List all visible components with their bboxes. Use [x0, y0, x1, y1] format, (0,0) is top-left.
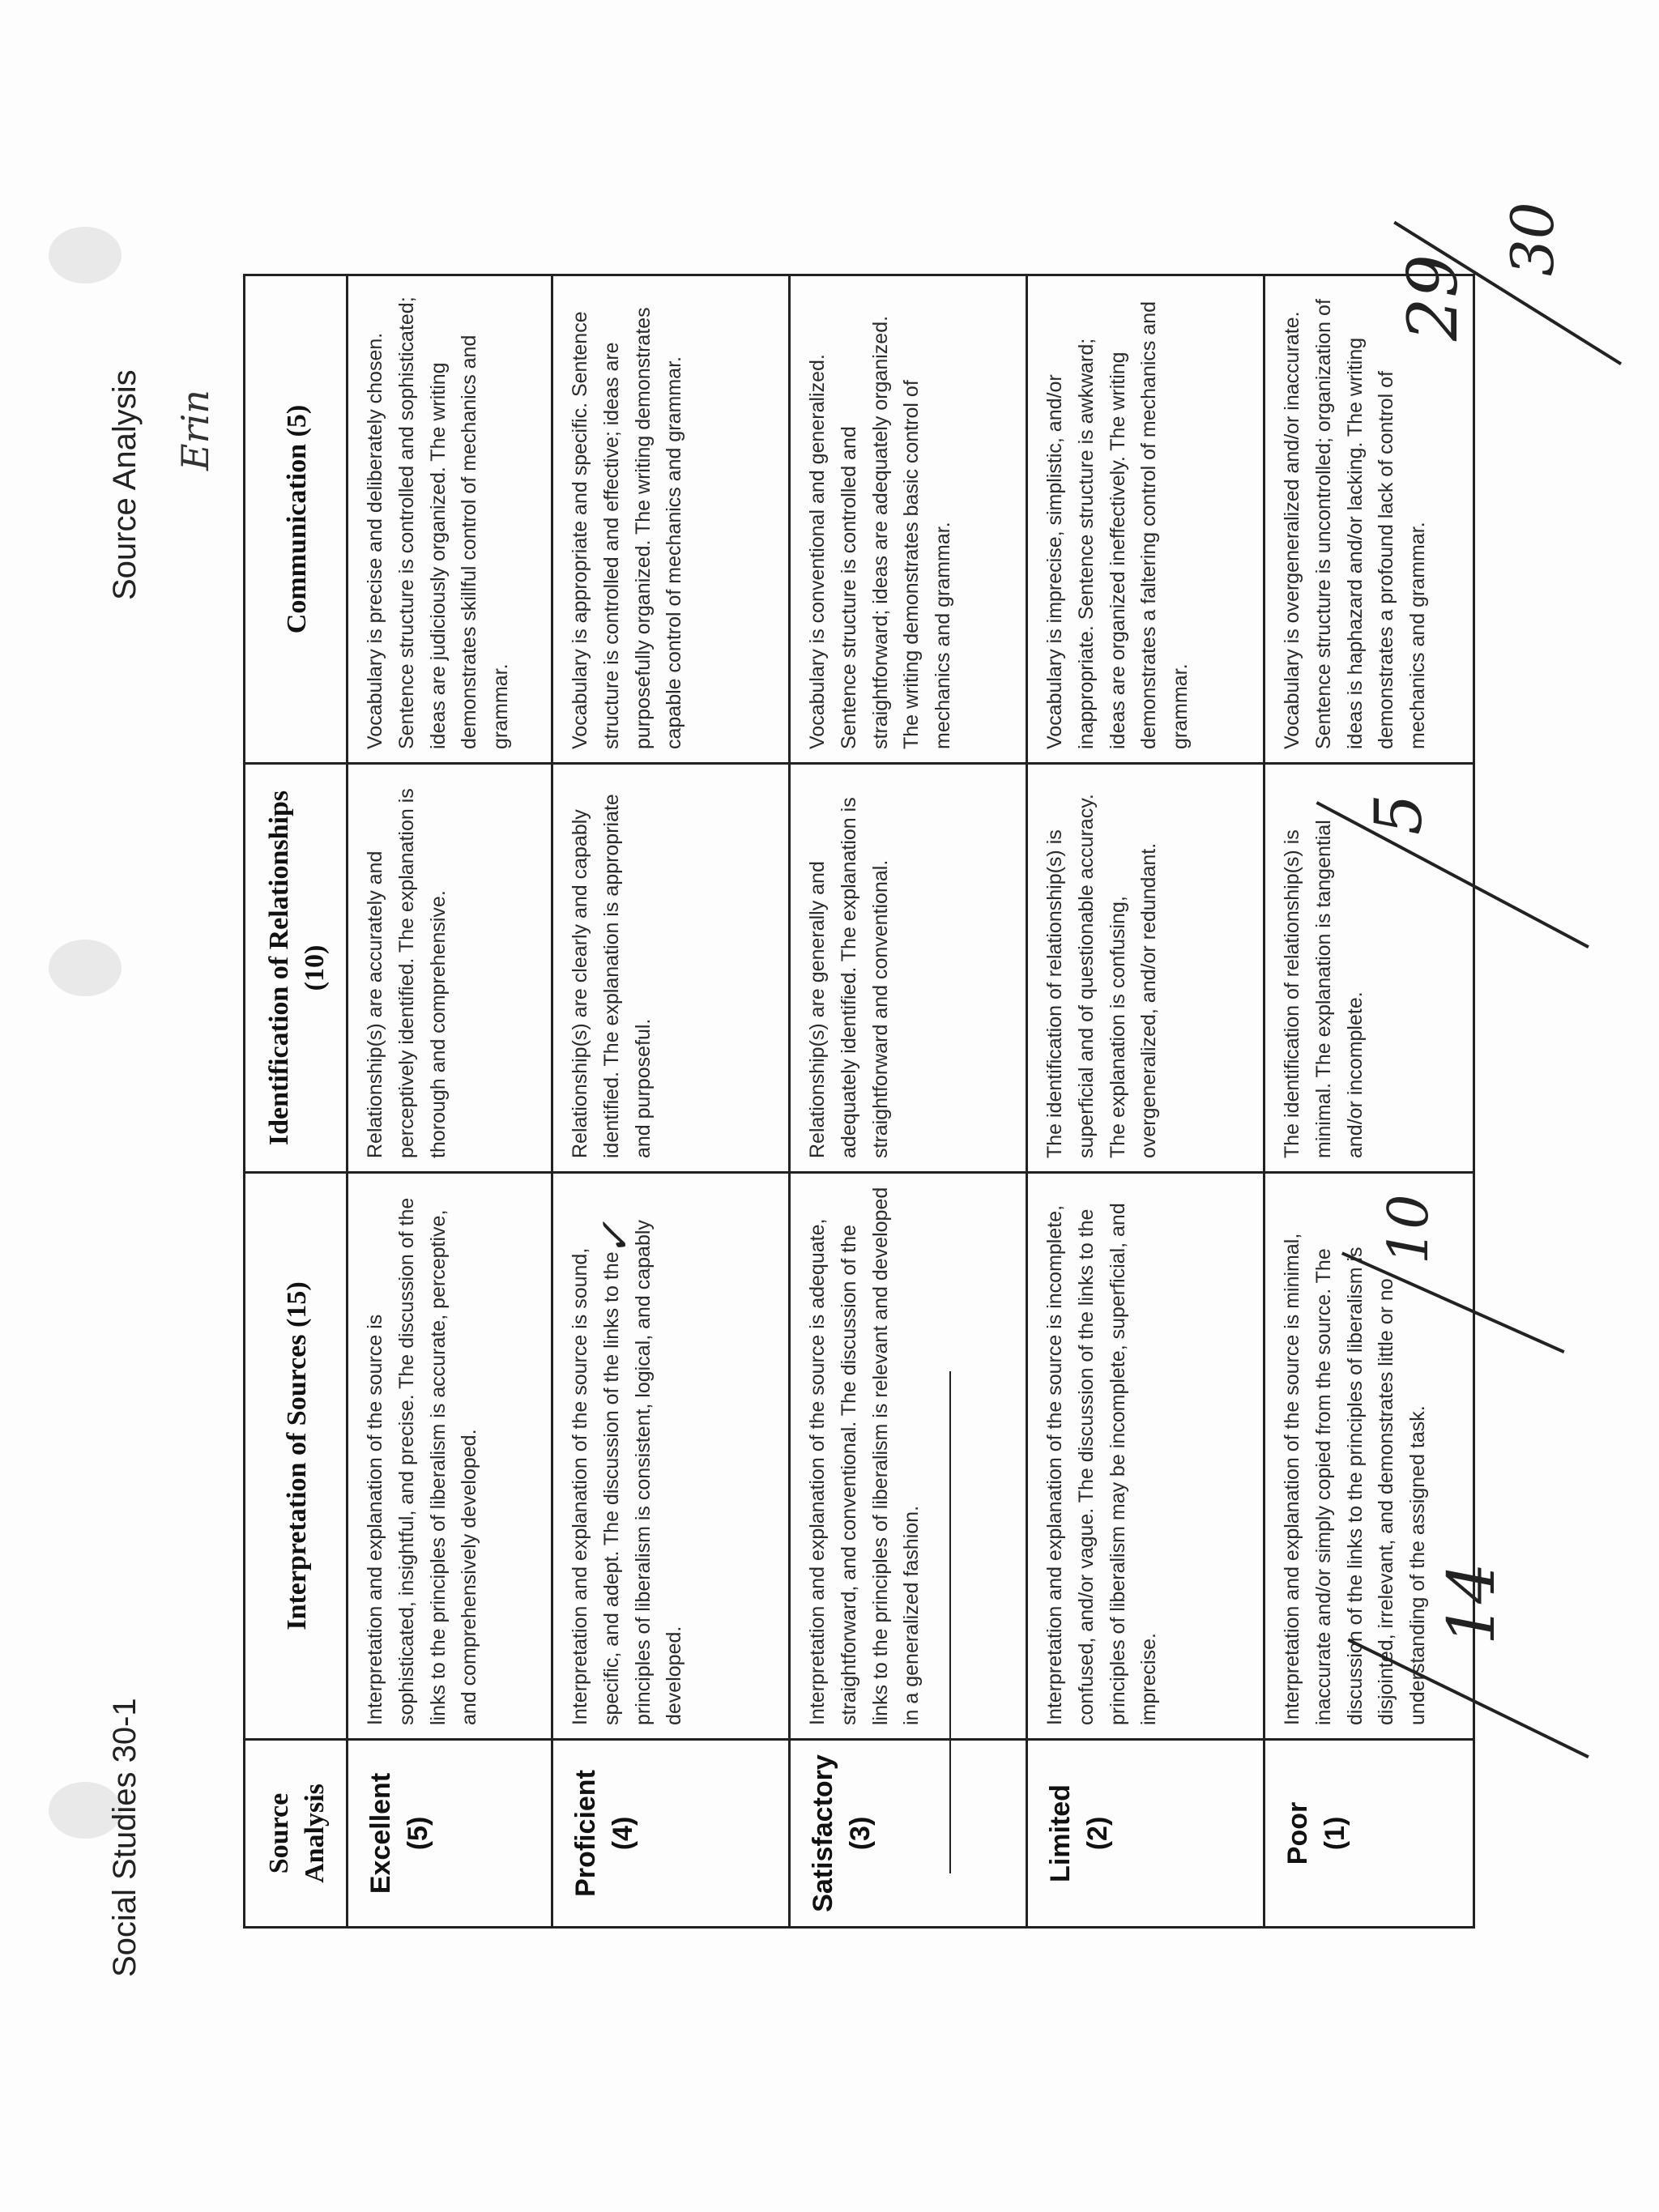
level-score: (5) [402, 1816, 433, 1851]
communication-cell: Vocabulary is overgeneralized and/or inaccurate. Sentence structure is uncontrolled; organization of ideas is haphazard and/or lacking. The writing demonstrates a profound lack of control of mechanics and grammar. [1265, 275, 1474, 764]
level-score: (3) [844, 1816, 876, 1851]
assignment-title: Source Analysis [107, 369, 143, 600]
level-name: Excellent [365, 1772, 396, 1894]
level-cell [1027, 1740, 1265, 1928]
level-cell [348, 1740, 552, 1928]
total-out-of-handwritten: 30 [1499, 202, 1567, 276]
header-communication: Communication (5) [245, 275, 348, 764]
level-score: (1) [1319, 1816, 1350, 1851]
identification-cell: Relationship(s) are generally and adequately identified. The explanation is straightforward and conventional. [790, 764, 1027, 1173]
table-row [1265, 275, 1474, 1928]
level-cell [552, 1740, 790, 1928]
rubric-header-row [245, 275, 348, 1928]
communication-cell: Vocabulary is appropriate and specific. Sentence structure is controlled and effective; ideas are purposefully organized. The writing demonstrates capable control of mechanics and grammar. [552, 275, 790, 764]
identification-mark-handwritten: 10 [1377, 1194, 1441, 1264]
total-mark-handwritten: 29 [1393, 254, 1473, 341]
table-row [552, 275, 790, 1928]
check-mark-icon: ✓ [591, 1221, 640, 1256]
rubric-table [243, 274, 1475, 1929]
level-name: Proficient [570, 1770, 601, 1897]
communication-cell: Vocabulary is imprecise, simplistic, and/or inappropriate. Sentence structure is awkward; ideas are organized ineffectively. The writing demonstrates a faltering control of mechanics and grammar. [1027, 275, 1265, 764]
level-cell [790, 1740, 1027, 1928]
student-name-handwritten: Erin [173, 390, 217, 471]
level-name: Limited [1045, 1784, 1076, 1882]
level-score: (2) [1081, 1816, 1113, 1851]
communication-cell: Vocabulary is conventional and generalized. Sentence structure is controlled and straightforward; ideas are adequately organized. The writing demonstrates basic control of mechanics and grammar. [790, 275, 1027, 764]
table-row [1027, 275, 1265, 1928]
identification-cell: The identification of relationship(s) is minimal. The explanation is tangential and/or incomplete. [1265, 764, 1474, 1173]
table-row [790, 275, 1027, 1928]
interpretation-mark-handwritten: 14 [1434, 1562, 1509, 1645]
level-cell [1265, 1740, 1474, 1928]
interpretation-cell: Interpretation and explanation of the source is adequate, straightforward, and conventional. The discussion of the links to the principles of liberalism is relevant and developed in a generalized fashion. [790, 1173, 1027, 1740]
header-interpretation: Interpretation of Sources (15) [245, 1173, 348, 1740]
communication-cell: Vocabulary is precise and deliberately chosen. Sentence structure is controlled and sophisticated; ideas are judiciously organized. The writing demonstrates skillful control of mechanics and grammar. [348, 275, 552, 764]
level-score: (4) [607, 1816, 638, 1851]
header-level: Source Analysis [245, 1740, 348, 1928]
identification-cell: The identification of relationship(s) is superficial and of questionable accuracy. The explanation is confusing, overgeneralized, and/or redundant. [1027, 764, 1265, 1173]
interpretation-cell: Interpretation and explanation of the source is sound, specific, and adept. The discussion of the links to the principles of liberalism is consistent, logical, and capably developed. [552, 1173, 790, 1740]
course-title: Social Studies 30-1 [107, 1698, 143, 1977]
handwritten-underline [949, 1371, 951, 1873]
header-identification: Identification of Relationships (10) [245, 764, 348, 1173]
interpretation-cell: Interpretation and explanation of the source is incomplete, confused, and/or vague. The discussion of the links to the principles of liberalism may be incomplete, superficial, and imprecise. [1027, 1173, 1265, 1740]
identification-cell: Relationship(s) are clearly and capably identified. The explanation is appropriate and purposeful. [552, 764, 790, 1173]
identification-cell: Relationship(s) are accurately and perceptively identified. The explanation is thorough and comprehensive. [348, 764, 552, 1173]
table-row [348, 275, 552, 1928]
level-name: Poor [1282, 1801, 1313, 1865]
level-name: Satisfactory [808, 1754, 838, 1912]
communication-mark-handwritten: 5 [1361, 794, 1436, 835]
interpretation-cell: Interpretation and explanation of the source is sophisticated, insightful, and precise. The discussion of the links to the principles of liberalism is accurate, perceptive, and comprehensively developed. [348, 1173, 552, 1740]
interpretation-cell: Interpretation and explanation of the source is minimal, inaccurate and/or simply copied from the source. The discussion of the links to the principles of liberalism is disjointed, irrelevant, and demonstrates little or no understanding of the assigned task. [1265, 1173, 1474, 1740]
